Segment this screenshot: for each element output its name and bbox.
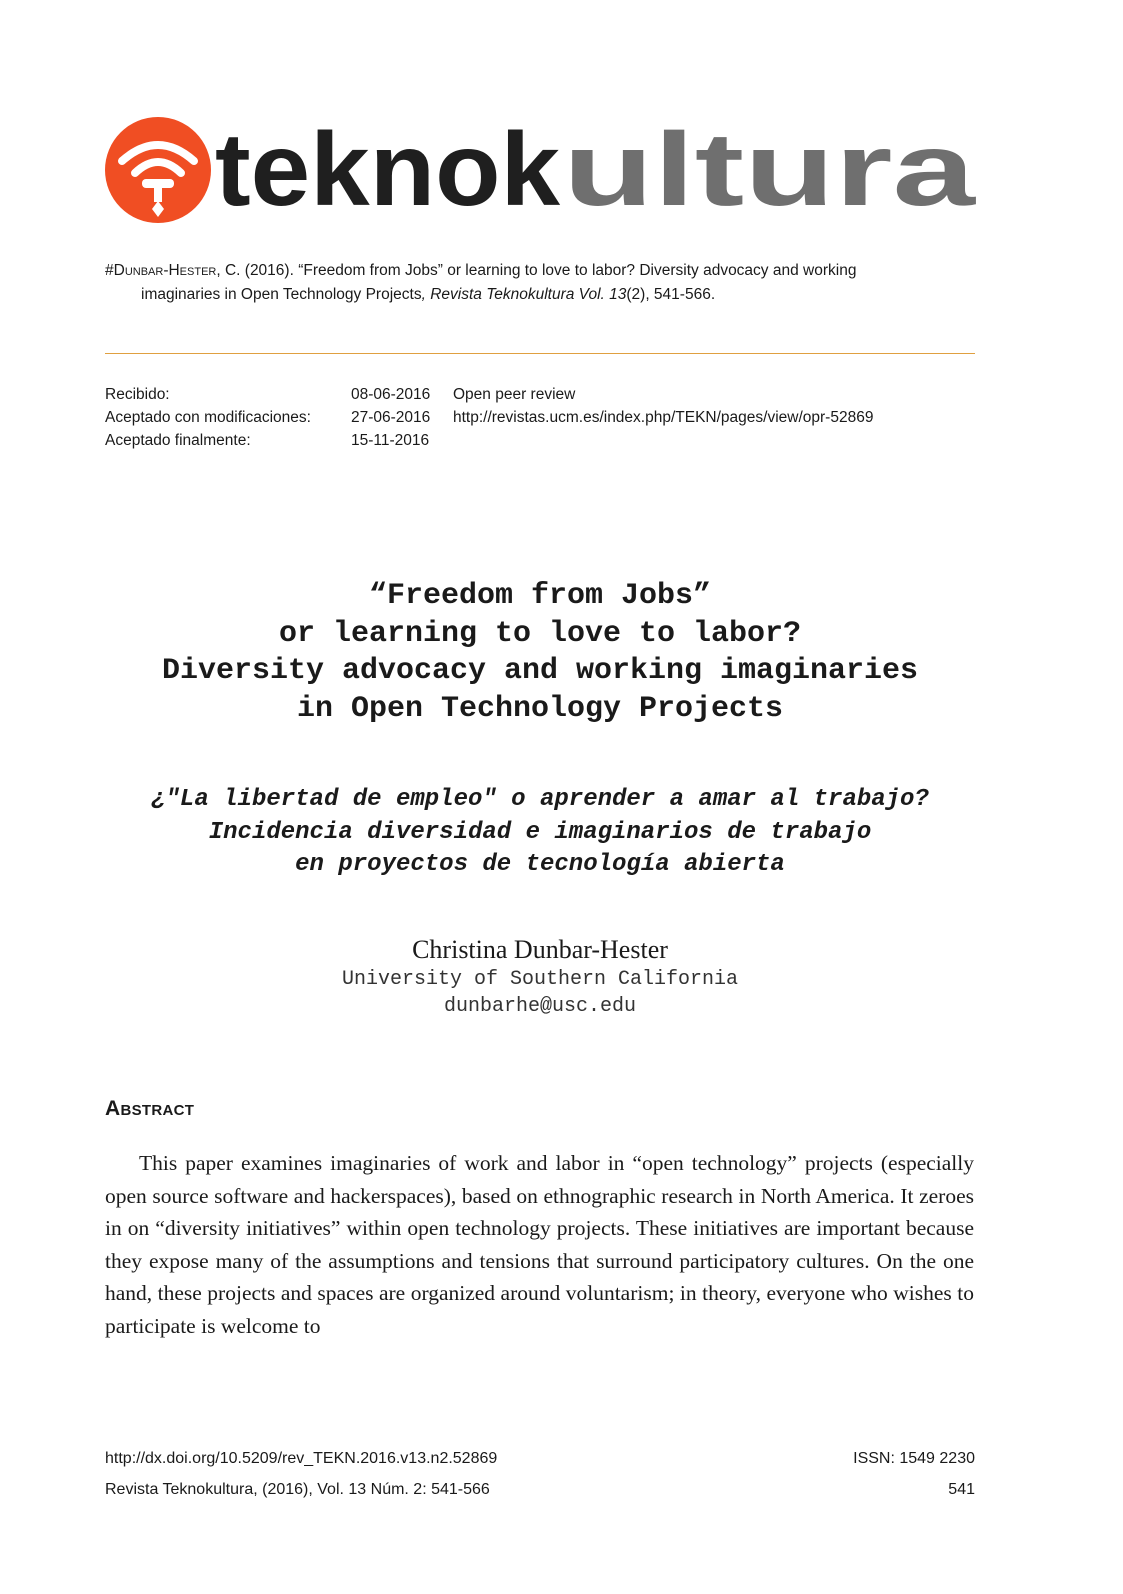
author-email[interactable]: dunbarhe@usc.edu — [443, 995, 637, 1018]
citation-line1: , C. (2016). “Freedom from Jobs” or learning to love to labor? Diversity advocacy and working — [216, 262, 857, 279]
citation-article-title: imaginaries in Open Technology Projects — [141, 286, 422, 303]
logo-text-gray: ultura — [563, 115, 977, 228]
citation-line2 — [105, 283, 975, 307]
citation-journal: , Revista Teknokultura Vol. 13 — [421, 286, 627, 303]
date-label: Aceptado finalmente: — [105, 432, 251, 449]
logo-text-dark: teknok — [215, 115, 561, 228]
date-label: Recibido: — [105, 386, 170, 403]
abstract-body: This paper examines imaginaries of work and labor in “open technology” projects (especially open source software and hackerspaces), based on ethnographic research in North America. It zeroes in on “diversity initiatives” within open technology projects. These initiatives are important because they expose many of the assumptions and tensions that surround participatory cultures. On the one hand, these projects and spaces are organized around voluntarism; in theory, everyone who wishes to participate is welcome to — [105, 1151, 974, 1338]
footer-issn: ISSN: 1549 2230 — [853, 1450, 975, 1467]
subtitle-line: Incidencia diversidad e imaginarios de trabajo — [208, 818, 872, 846]
subtitle-line: en proyectos de tecnología abierta — [295, 851, 785, 878]
footer-journal-info: Revista Teknokultura, (2016), Vol. 13 Núm. 2: 541-566 — [105, 1481, 490, 1498]
footer-doi-link[interactable]: http://dx.doi.org/10.5209/rev_TEKN.2016.v13.n2.52869 — [105, 1450, 498, 1467]
journal-logo-graphic — [105, 115, 980, 230]
page-number: 541 — [948, 1481, 975, 1498]
peer-review-link[interactable]: http://revistas.ucm.es/index.php/TEKN/pages/view/opr-52869 — [453, 409, 874, 426]
journal-logo — [105, 115, 980, 230]
citation-hash: # — [105, 262, 114, 279]
citation-author: Dunbar-Hester — [113, 262, 217, 279]
title-line: in Open Technology Projects — [296, 691, 784, 726]
title-line: “Freedom from Jobs” — [368, 579, 712, 613]
date-label: Aceptado con modificaciones: — [105, 409, 311, 426]
paper-title — [105, 578, 975, 728]
date-row-received — [105, 383, 873, 406]
citation-pages: (2), 541-566. — [626, 286, 716, 303]
title-line: Diversity advocacy and working imaginaries — [161, 654, 919, 688]
author-name: Christina Dunbar-Hester — [412, 935, 668, 964]
wifi-icon — [105, 117, 211, 223]
date-value: 08-06-2016 — [351, 386, 431, 403]
date-row-accepted-mods — [105, 406, 873, 429]
author-block — [105, 934, 975, 1020]
abstract-heading: Abstract — [105, 1097, 195, 1120]
submission-dates — [105, 383, 873, 452]
peer-review-label: Open peer review — [453, 386, 576, 403]
date-value: 15-11-2016 — [351, 432, 430, 449]
subtitle-line: ¿"La libertad de empleo" o aprender a amar al trabajo? — [151, 786, 929, 813]
paper-title-spanish — [105, 784, 975, 882]
title-line: or learning to love to labor? — [278, 616, 802, 651]
date-value: 27-06-2016 — [351, 409, 431, 426]
author-affiliation: University of Southern California — [341, 968, 739, 991]
header-divider — [105, 353, 975, 354]
date-row-accepted-final — [105, 429, 873, 452]
citation — [105, 259, 975, 307]
